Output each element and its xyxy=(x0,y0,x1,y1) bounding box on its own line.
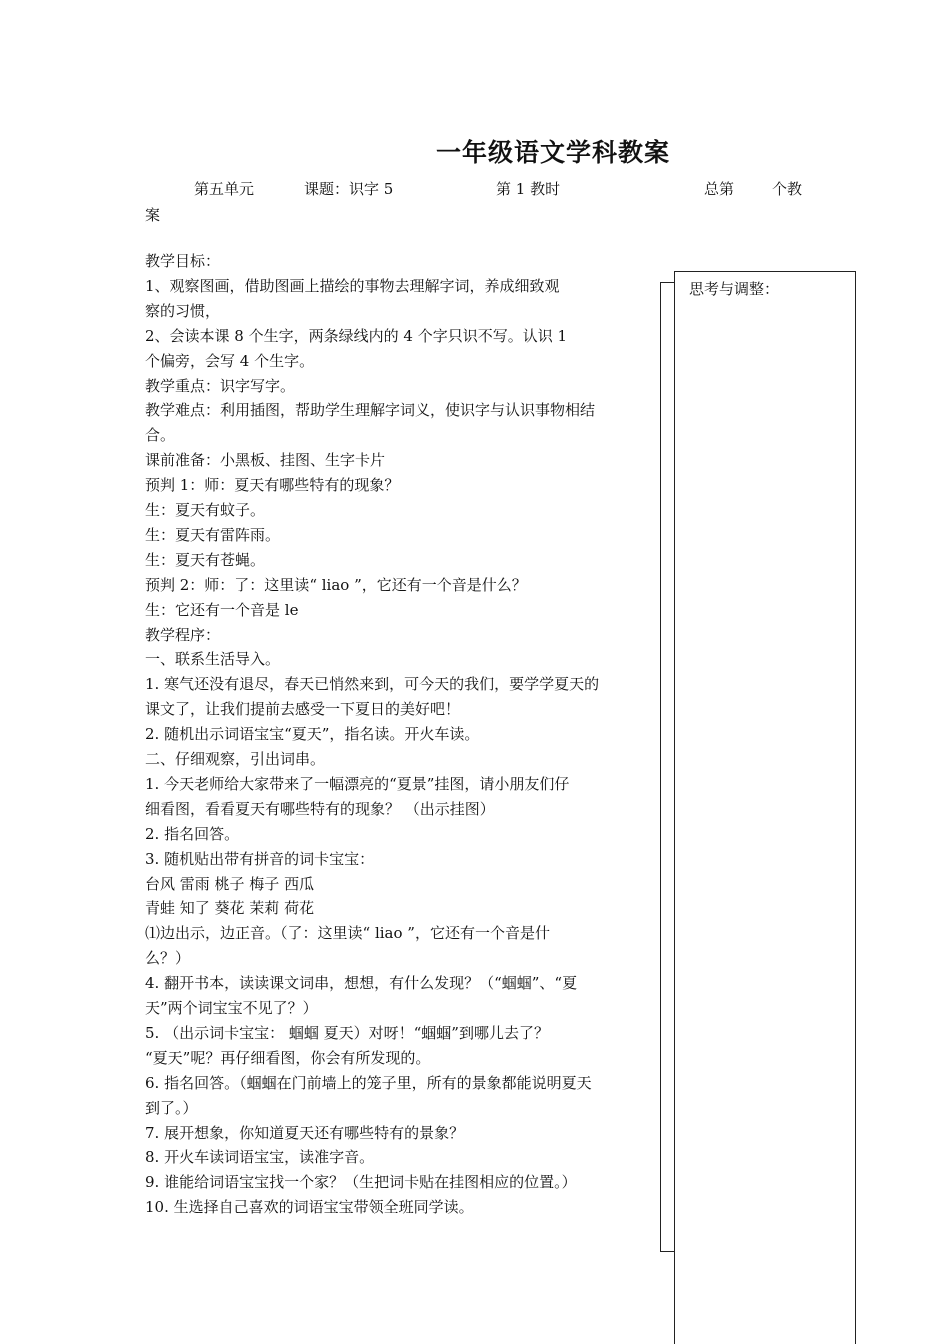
body-line: 教学程序： xyxy=(145,625,221,644)
bracket-line-vertical xyxy=(660,282,661,1252)
body-line: ⑴边出示，边正音。（了：这里读“ liao ”，它还有一个音是什 xyxy=(145,924,550,943)
body-line: 察的习惯， xyxy=(145,301,221,320)
body-line: 8. 开火车读词语宝宝，读准字音。 xyxy=(145,1148,375,1167)
body-line: 生：夏天有苍蝇。 xyxy=(145,550,266,569)
body-line: 合。 xyxy=(145,426,176,445)
body-line: 二、仔细观察，引出词串。 xyxy=(145,750,326,768)
lesson-label: 第 1 教时 xyxy=(496,180,561,198)
body-line: 生：它还有一个音是 le xyxy=(145,600,299,619)
body-line: 10. 生选择自己喜欢的词语宝宝带领全班同学读。 xyxy=(145,1198,474,1217)
body-line: 教学目标： xyxy=(145,252,221,270)
reflection-title: 思考与调整： xyxy=(689,280,780,298)
body-line: 预判 1：师：夏天有哪些特有的现象？ xyxy=(145,476,400,495)
body-line: 么？） xyxy=(145,949,191,968)
body-line: 2. 指名回答。 xyxy=(145,824,240,843)
body-line: 到了。） xyxy=(145,1098,198,1117)
body-line: 9. 谁能给词语宝宝找一个家？（生把词卡贴在挂图相应的位置。） xyxy=(145,1173,577,1192)
body-line: “夏天”呢？再仔细看图，你会有所发现的。 xyxy=(145,1048,431,1067)
unit-label: 第五单元 xyxy=(194,180,255,198)
body-line: 4. 翻开书本，读读课文词串，想想，有什么发现？（“蝈蝈”、“夏 xyxy=(145,974,578,993)
body-line: 细看图，看看夏天有哪些特有的现象？ （出示挂图） xyxy=(145,799,495,818)
body-line: 1. 寒气还没有退尽，春天已悄然来到，可今天的我们，要学学夏天的 xyxy=(145,675,600,694)
reflection-box xyxy=(674,271,856,1344)
total-label: 总第 xyxy=(704,180,735,198)
body-line: 2、会读本课 8 个生字，两条绿线内的 4 个字只识不写。认识 1 xyxy=(145,326,568,345)
body-line: 生：夏天有蚊子。 xyxy=(145,501,266,519)
body-line: 3. 随机贴出带有拼音的词卡宝宝： xyxy=(145,849,375,868)
body-line: 一、联系生活导入。 xyxy=(145,650,281,669)
body-line: 7. 展开想象，你知道夏天还有哪些特有的景象？ xyxy=(145,1123,465,1142)
body-line: 生：夏天有雷阵雨。 xyxy=(145,525,281,544)
body-line: 2. 随机出示词语宝宝“夏天”，指名读。开火车读。 xyxy=(145,725,480,744)
topic-label: 课题：识字 5 xyxy=(304,180,394,198)
body-line: 青蛙 知了 葵花 茉莉 荷花 xyxy=(145,899,315,918)
bracket-line-top xyxy=(660,282,674,283)
count-label-wrap: 案 xyxy=(145,206,161,224)
body-line: 1. 今天老师给大家带来了一幅漂亮的“夏景”挂图，请小朋友们仔 xyxy=(145,774,570,793)
body-line: 5. （出示词卡宝宝： 蝈蝈 夏天）对呀！“蝈蝈”到哪儿去了？ xyxy=(145,1023,549,1042)
body-line: 预判 2：师：了：这里读“ liao ”，它还有一个音是什么？ xyxy=(145,575,527,594)
bracket-line-bottom xyxy=(660,1251,674,1252)
body-line: 天”两个词宝宝不见了？） xyxy=(145,999,318,1017)
body-line: 课前准备：小黑板、挂图、生字卡片 xyxy=(145,451,386,470)
body-line: 个偏旁，会写 4 个生字。 xyxy=(145,351,315,370)
body-line: 台风 雷雨 桃子 梅子 西瓜 xyxy=(145,874,315,893)
count-label: 个教 xyxy=(772,180,803,198)
body-line: 教学重点：识字写字。 xyxy=(145,376,296,395)
body-line: 教学难点：利用插图，帮助学生理解字词义，使识字与认识事物相结 xyxy=(145,401,596,420)
body-line: 1、观察图画，借助图画上描绘的事物去理解字词，养成细致观 xyxy=(145,276,560,295)
body-line: 课文了，让我们提前去感受一下夏日的美好吧！ xyxy=(145,700,461,719)
body-line: 6. 指名回答。（蝈蝈在门前墙上的笼子里，所有的景象都能说明夏天 xyxy=(145,1073,592,1092)
page-title: 一年级语文学科教案 xyxy=(436,138,671,167)
